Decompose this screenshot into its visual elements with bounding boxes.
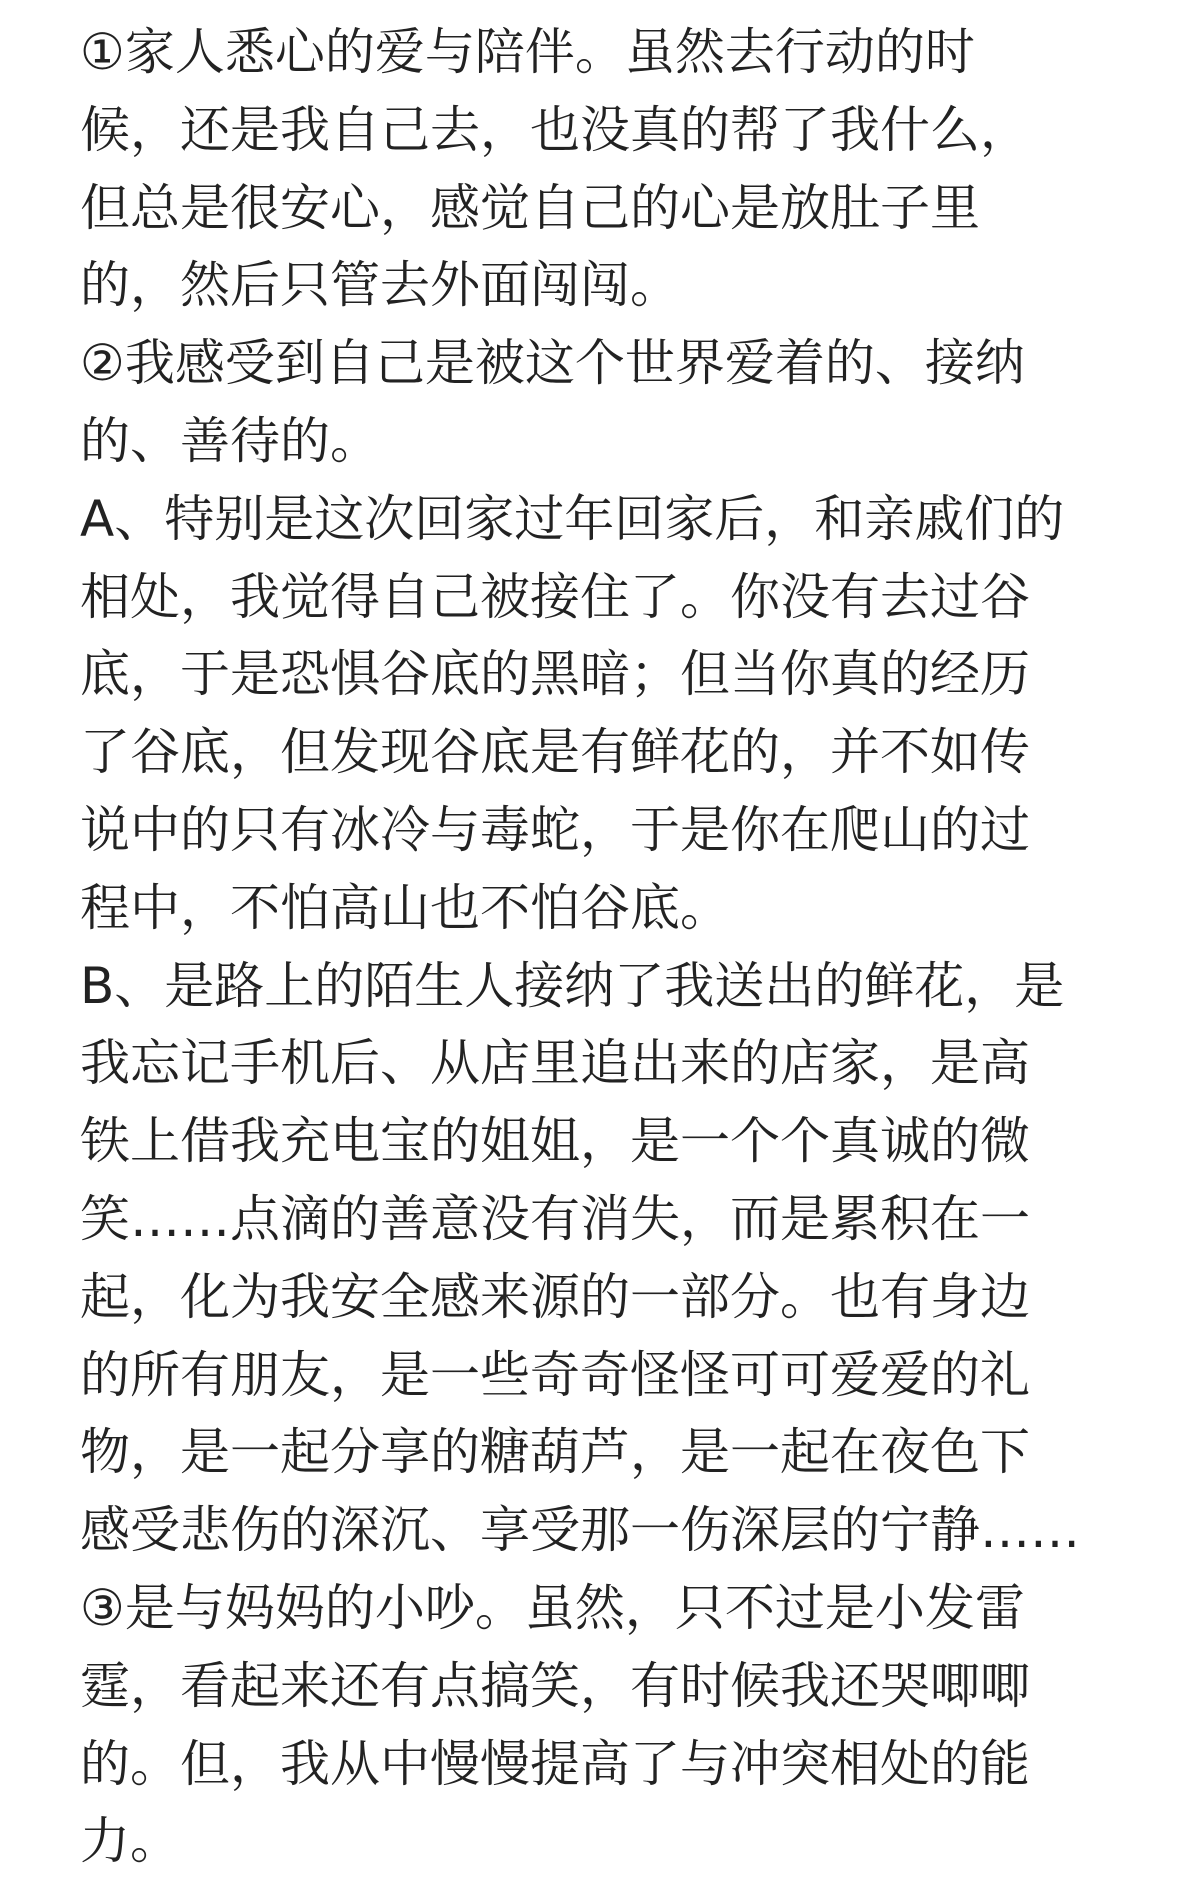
text-line: ③是与妈妈的小吵。虽然，只不过是小发雷 — [80, 1578, 1025, 1637]
text-line: 感受悲伤的深沉、享受那一伤深层的宁静…… — [80, 1501, 1080, 1560]
text-line: 但总是很安心，感觉自己的心是放肚子里 — [80, 178, 980, 237]
text-line: ①家人悉心的爱与陪伴。虽然去行动的时 — [80, 23, 975, 81]
text-line: 了谷底，但发现谷底是有鲜花的，并不如传 — [80, 723, 1030, 782]
text-line: 我忘记手机后、从店里追出来的店家，是高 — [80, 1034, 1030, 1093]
text-line: 铁上借我充电宝的姐姐，是一个个真诚的微 — [80, 1112, 1030, 1171]
text-line: 的、善待的。 — [80, 411, 380, 470]
text-line: 的所有朋友，是一些奇奇怪怪可可爱爱的礼 — [80, 1345, 1030, 1404]
text-line: 物，是一起分享的糖葫芦，是一起在夜色下 — [80, 1423, 1030, 1482]
text-line: 笑……点滴的善意没有消失，而是累积在一 — [80, 1189, 1030, 1248]
text-line: ②我感受到自己是被这个世界爱着的、接纳 — [80, 334, 1025, 393]
text-line: 的，然后只管去外面闯闯。 — [80, 256, 680, 315]
text-line: 力。 — [80, 1812, 180, 1871]
document-body — [80, 14, 1140, 1881]
text-line: 程中，不怕高山也不怕谷底。 — [80, 878, 730, 937]
text-line: 候，还是我自己去，也没真的帮了我什么， — [80, 100, 1030, 159]
text-line: A、特别是这次回家过年回家后，和亲戚们的 — [80, 489, 1065, 548]
text-line: 起，化为我安全感来源的一部分。也有身边 — [80, 1267, 1030, 1326]
text-line: 底，于是恐惧谷底的黑暗；但当你真的经历 — [80, 645, 1030, 704]
text-line: B、是路上的陌生人接纳了我送出的鲜花，是 — [80, 956, 1065, 1015]
text-line: 相处，我觉得自己被接住了。你没有去过谷 — [80, 567, 1030, 626]
text-line: 说中的只有冰冷与毒蛇，于是你在爬山的过 — [80, 800, 1030, 859]
text-line: 的。但，我从中慢慢提高了与冲突相处的能 — [80, 1734, 1030, 1793]
text-line: 霆，看起来还有点搞笑，有时候我还哭唧唧 — [80, 1656, 1030, 1715]
